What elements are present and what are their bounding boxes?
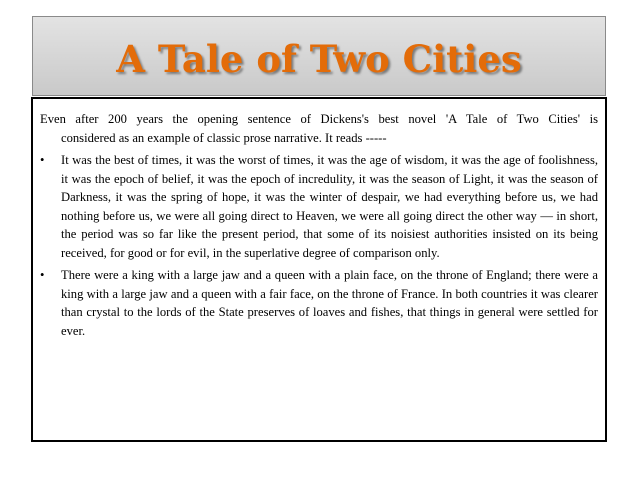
bullet-icon: • [40, 268, 45, 282]
bullet-item-1 [40, 151, 598, 262]
bullet-icon: • [40, 153, 45, 167]
slide-title: A Tale of Two Cities [116, 37, 522, 81]
bullet-text-1: It was the best of times, it was the worst of times, it was the age of wisdom, it was the age of foolishness, it was the epoch of belief, it was the epoch of incredulity, it was the season of Light, it was the season of Darkness, it was the spring of hope, it was the winter of despair, we had everything before us, we had nothing before us, we were all going direct to Heaven, we were all going direct the other way — in short, the period was so far like the present period, that some of its noisiest authorities insisted on its being received, for good or for evil, in the superlative degree of comparison only. [61, 153, 598, 260]
bullet-text-2: There were a king with a large jaw and a queen with a plain face, on the throne of England; there were a king with a large jaw and a queen with a fair face, on the throne of France. In both countries it was clearer than crystal to the lords of the State preserves of loaves and fishes, that things in general were settled for ever. [61, 268, 598, 338]
bullet-item-2 [40, 266, 598, 340]
intro-line-1: Even after 200 years the opening sentence of Dickens's best novel 'A Tale of Two Cities' is [40, 112, 598, 126]
intro-paragraph [40, 110, 598, 147]
title-banner [32, 16, 606, 96]
intro-line-2: considered as an example of classic prose narrative. It reads ----- [61, 130, 387, 145]
content-box [31, 97, 607, 442]
